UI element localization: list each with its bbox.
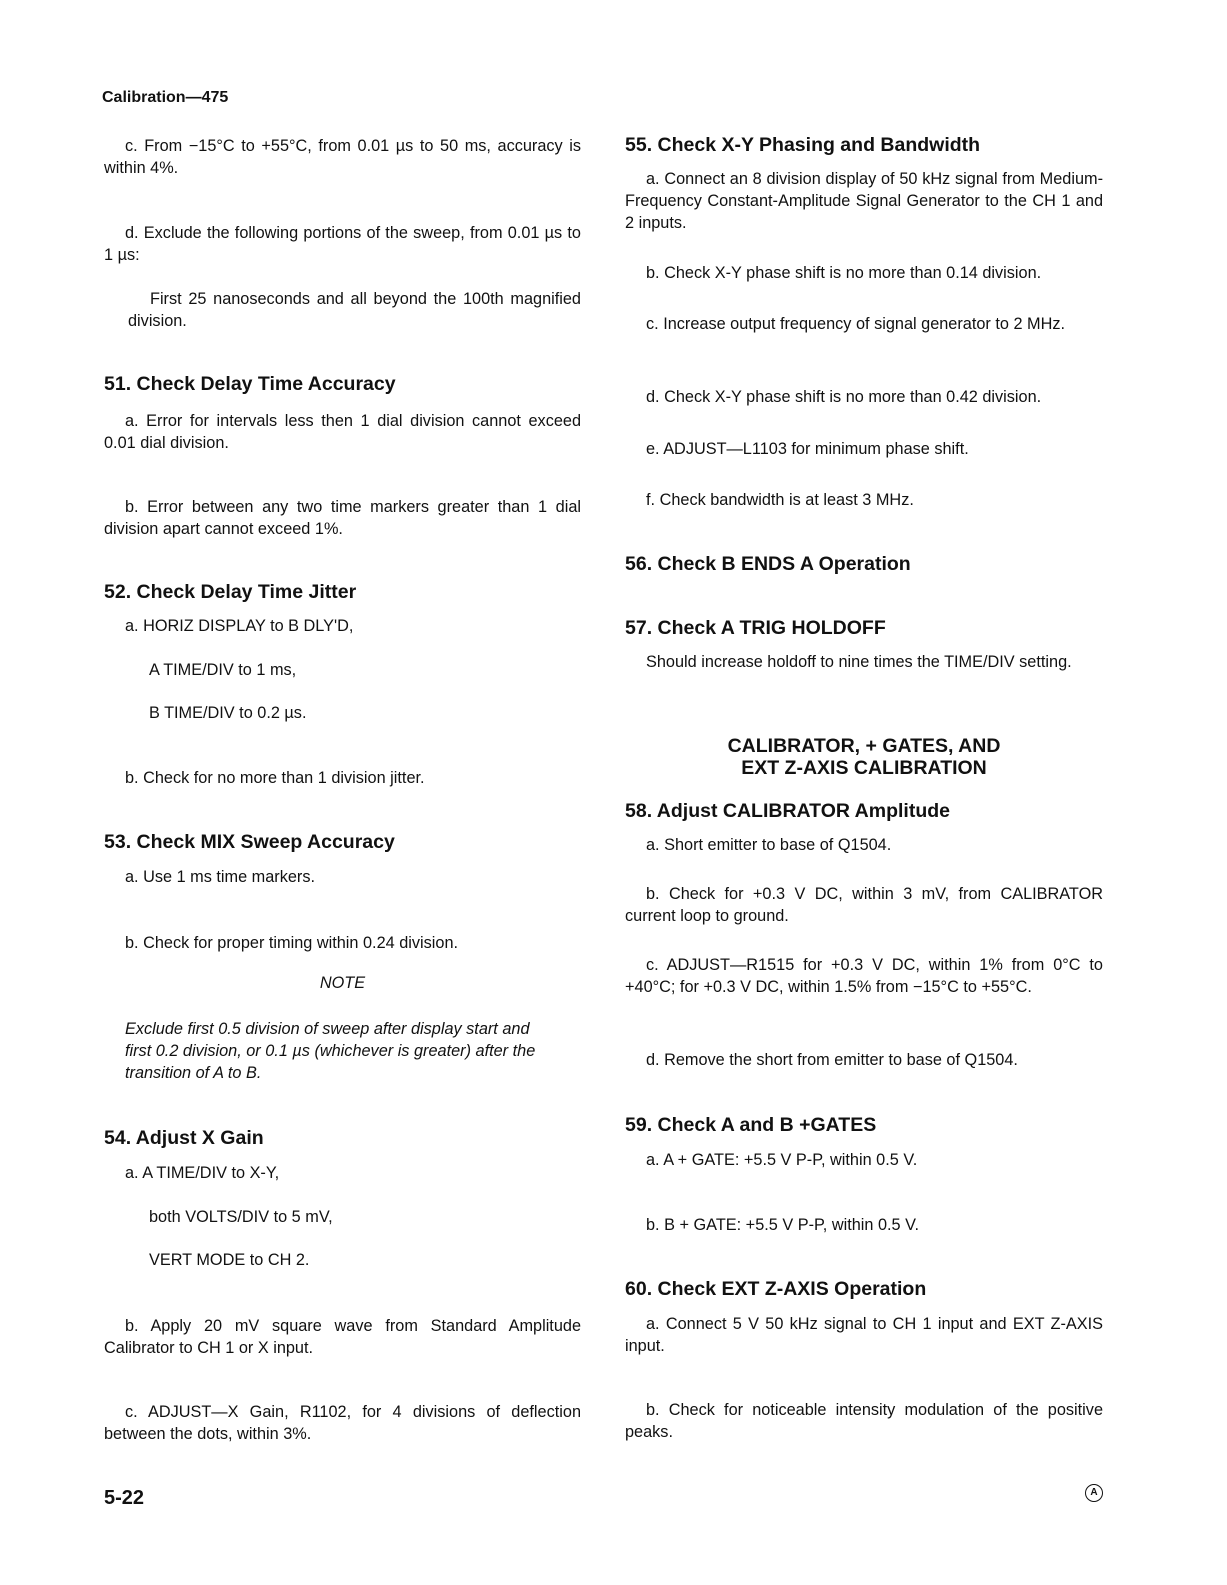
section-53-a: a. Use 1 ms time markers.	[125, 868, 315, 886]
section-58-b: b. Check for +0.3 V DC, within 3 mV, from CALIBRATOR current loop to ground.	[625, 885, 1103, 925]
section-51-a: a. Error for intervals less then 1 dial division cannot exceed 0.01 dial division.	[104, 412, 581, 452]
section-59-b: b. B + GATE: +5.5 V P-P, within 0.5 V.	[646, 1216, 920, 1234]
section-58-a: a. Short emitter to base of Q1504.	[646, 836, 892, 854]
section-54-a1: a. A TIME/DIV to X-Y,	[125, 1164, 280, 1182]
section-57-heading: 57. Check A TRIG HOLDOFF	[625, 617, 886, 639]
section-55-e: e. ADJUST—L1103 for minimum phase shift.	[646, 440, 969, 458]
running-head: Calibration—475	[102, 89, 229, 106]
section-56-heading: 56. Check B ENDS A Operation	[625, 553, 911, 575]
section-52-heading: 52. Check Delay Time Jitter	[104, 581, 357, 603]
section-60-b: b. Check for noticeable intensity modulation of the positive peaks.	[625, 1401, 1103, 1441]
section-53-heading: 53. Check MIX Sweep Accuracy	[104, 831, 395, 853]
section-58-d: d. Remove the short from emitter to base of Q1504.	[646, 1051, 1018, 1069]
section-54-a2: both VOLTS/DIV to 5 mV,	[149, 1208, 333, 1226]
section-55-d: d. Check X-Y phase shift is no more than 0.42 division.	[646, 388, 1042, 406]
calibration-subhead-line2: EXT Z-AXIS CALIBRATION	[741, 757, 987, 779]
section-54-b: b. Apply 20 mV square wave from Standard Amplitude Calibrator to CH 1 or X input.	[104, 1317, 581, 1357]
calibration-subhead-line1: CALIBRATOR, + GATES, AND	[727, 735, 1001, 757]
section-53-b: b. Check for proper timing within 0.24 division.	[125, 934, 459, 952]
section-59-a: a. A + GATE: +5.5 V P-P, within 0.5 V.	[646, 1151, 918, 1169]
paragraph-d-exclude: d. Exclude the following portions of the sweep, from 0.01 µs to 1 µs:	[104, 224, 581, 264]
section-55-c: c. Increase output frequency of signal generator to 2 MHz.	[646, 315, 1066, 333]
section-52-a3: B TIME/DIV to 0.2 µs.	[149, 704, 307, 722]
revision-mark-icon: A	[1085, 1484, 1103, 1502]
section-54-a3: VERT MODE to CH 2.	[149, 1251, 310, 1269]
section-55-b: b. Check X-Y phase shift is no more than 0.14 division.	[646, 264, 1042, 282]
section-57-text: Should increase holdoff to nine times the TIME/DIV setting.	[646, 653, 1072, 671]
page-number: 5-22	[104, 1487, 145, 1509]
section-60-heading: 60. Check EXT Z-AXIS Operation	[625, 1278, 927, 1300]
section-52-a1: a. HORIZ DISPLAY to B DLY'D,	[125, 617, 354, 635]
note-title: NOTE	[319, 974, 366, 992]
section-54-c: c. ADJUST—X Gain, R1102, for 4 divisions of deflection between the dots, within 3%.	[104, 1403, 581, 1443]
section-60-a: a. Connect 5 V 50 kHz signal to CH 1 input and EXT Z-AXIS input.	[625, 1315, 1103, 1355]
section-52-a2: A TIME/DIV to 1 ms,	[149, 661, 297, 679]
section-58-heading: 58. Adjust CALIBRATOR Amplitude	[625, 800, 951, 822]
section-52-b: b. Check for no more than 1 division jitter.	[125, 769, 425, 787]
section-51-b: b. Error between any two time markers greater than 1 dial division apart cannot exceed 1%.	[104, 498, 581, 538]
section-55-f: f. Check bandwidth is at least 3 MHz.	[646, 491, 914, 509]
section-51-heading: 51. Check Delay Time Accuracy	[104, 373, 396, 395]
section-55-a: a. Connect an 8 division display of 50 kHz signal from Medium-Frequency Constant-Amplitude Signal Generator to the CH 1 and 2 inputs.	[625, 170, 1103, 232]
section-59-heading: 59. Check A and B +GATES	[625, 1114, 877, 1136]
section-58-c: c. ADJUST—R1515 for +0.3 V DC, within 1% from 0°C to +40°C; for +0.3 V DC, within 1.5% from −15°C to +55°C.	[625, 956, 1103, 996]
section-54-heading: 54. Adjust X Gain	[104, 1127, 264, 1149]
note-body: Exclude first 0.5 division of sweep after display start and first 0.2 division, or 0.1 µs (whichever is greater) after the transition of A to B.	[125, 1020, 536, 1082]
paragraph-c-accuracy: c. From −15°C to +55°C, from 0.01 µs to 50 ms, accuracy is within 4%.	[104, 137, 581, 177]
paragraph-d-detail: First 25 nanoseconds and all beyond the 100th magnified division.	[128, 290, 581, 330]
section-55-heading: 55. Check X-Y Phasing and Bandwidth	[625, 134, 981, 156]
